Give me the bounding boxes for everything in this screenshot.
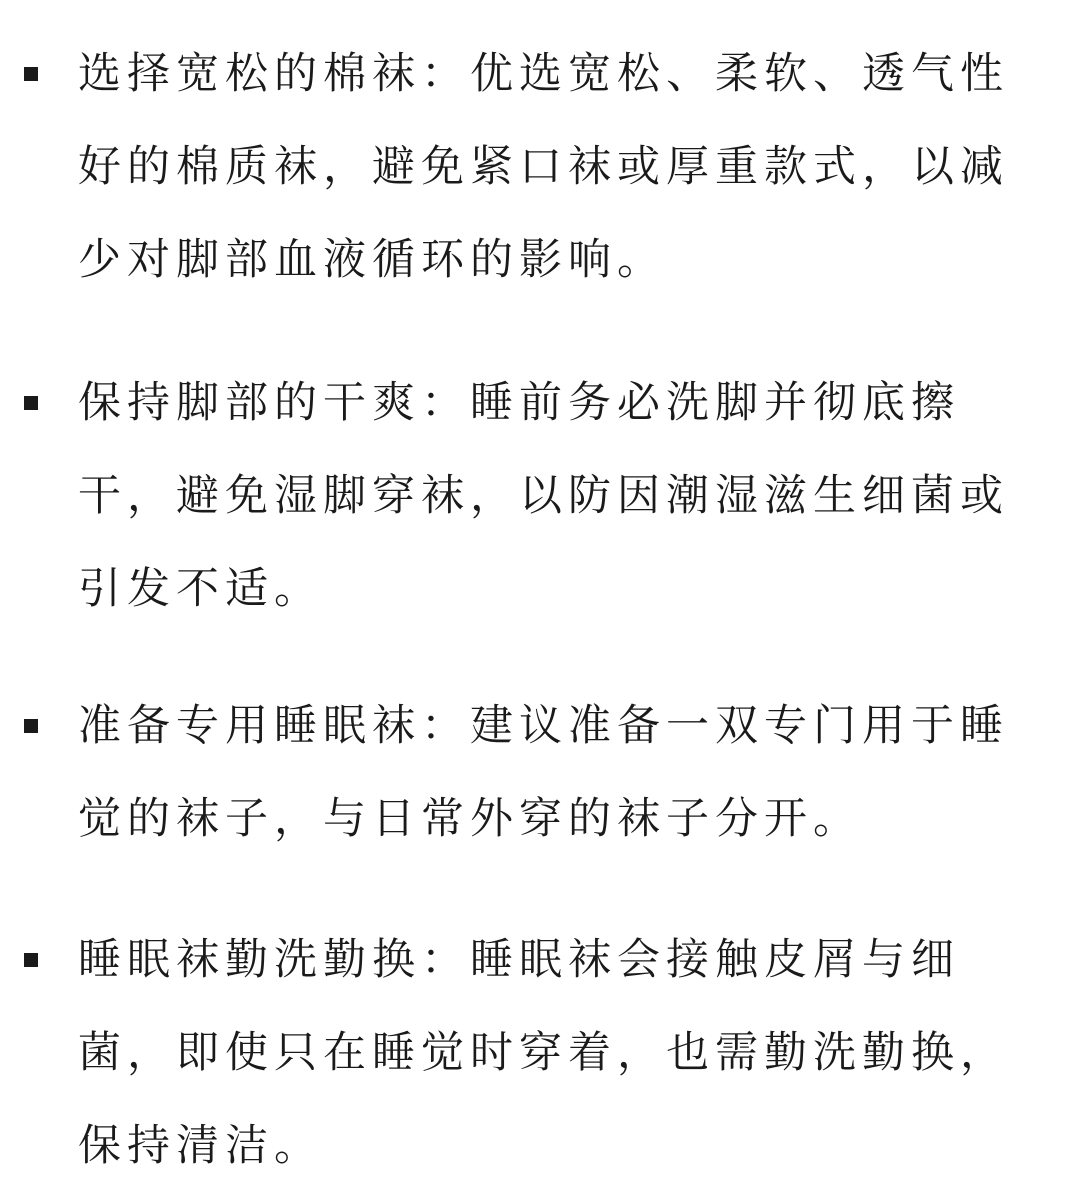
bullet-square-icon	[24, 719, 38, 733]
text-line: 选择宽松的棉袜：优选宽松、柔软、透气性	[78, 49, 1009, 99]
text-line: 保持脚部的干爽：睡前务必洗脚并彻底擦	[78, 378, 960, 428]
text-line: 保持清洁。	[78, 1121, 323, 1171]
text-line: 准备专用睡眠袜：建议准备一双专门用于睡	[78, 701, 1009, 751]
text-line: 少对脚部血液循环的影响。	[78, 235, 666, 285]
bullet-square-icon	[24, 953, 38, 967]
text-line: 菌，即使只在睡觉时穿着，也需勤洗勤换，	[78, 1028, 1009, 1078]
list-item-text	[78, 680, 1058, 866]
text-line: 引发不适。	[78, 564, 323, 614]
bullet-square-icon	[24, 67, 38, 81]
list-item-text	[78, 357, 1058, 636]
text-line: 觉的袜子，与日常外穿的袜子分开。	[78, 794, 862, 844]
text-line: 干，避免湿脚穿袜，以防因潮湿滋生细菌或	[78, 471, 1009, 521]
bullet-square-icon	[24, 396, 38, 410]
text-line: 睡眠袜勤洗勤换：睡眠袜会接触皮屑与细	[78, 935, 960, 985]
list-item-text	[78, 28, 1058, 307]
text-line: 好的棉质袜，避免紧口袜或厚重款式，以减	[78, 142, 1009, 192]
list-item-text	[78, 914, 1058, 1193]
